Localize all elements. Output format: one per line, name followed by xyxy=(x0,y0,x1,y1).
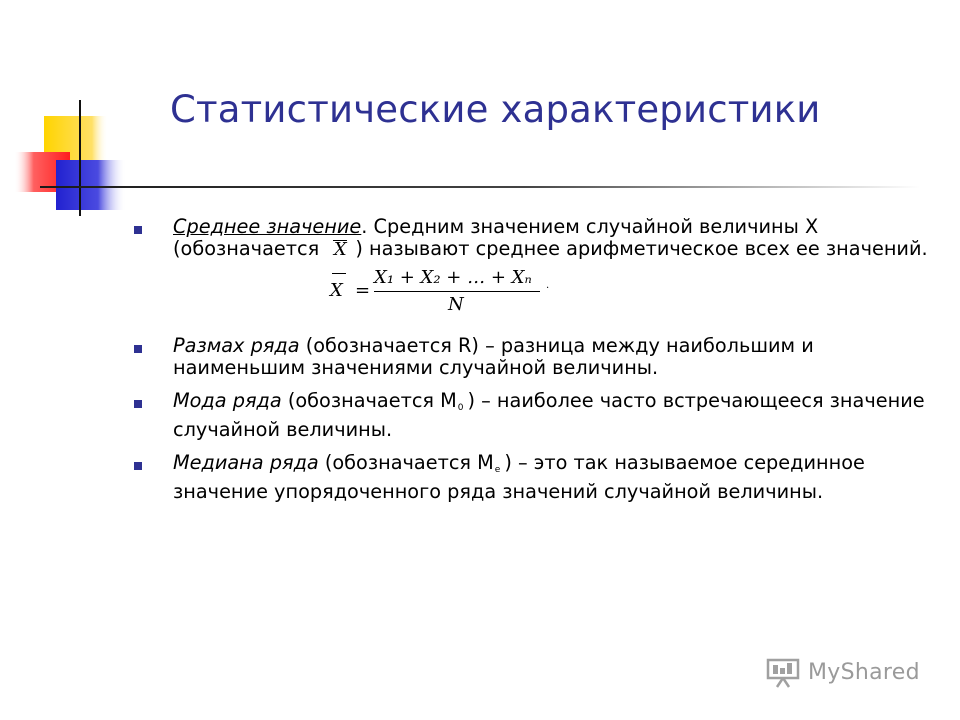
median-text-b: ) – это так называемое серединное значение упорядоченного ряда значений случайной величины. xyxy=(173,451,865,503)
formula-fraction-line xyxy=(374,291,540,292)
median-subscript: e xyxy=(494,465,501,475)
mean-text-a: . Средним значением случайной величины X (обозначается xyxy=(173,215,819,260)
title-divider xyxy=(40,186,920,188)
median-text-a: (обозначается M xyxy=(318,451,494,474)
watermark-text: MyShared xyxy=(808,660,920,685)
bullet-list xyxy=(130,216,930,503)
bullet-median xyxy=(130,452,930,503)
mode-text-a: (обозначается M xyxy=(281,389,457,412)
term-mode: Мода ряда xyxy=(173,389,282,412)
blue-square xyxy=(56,160,126,210)
watermark-logo xyxy=(766,656,926,690)
formula-denominator: N xyxy=(448,294,464,315)
mean-symbol: X xyxy=(325,239,355,261)
bullet-mode xyxy=(130,390,930,441)
formula-bar xyxy=(332,273,346,274)
formula-equals: = xyxy=(355,280,371,301)
presentation-icon xyxy=(766,657,802,689)
term-range: Размах ряда xyxy=(173,334,300,357)
bullet-range xyxy=(130,335,930,379)
term-mean: Среднее значение xyxy=(173,215,362,238)
formula-lhs: X xyxy=(330,280,343,301)
formula-trailing: . xyxy=(546,280,550,291)
formula-numerator: X₁ + X₂ + … + Xₙ xyxy=(374,267,532,288)
mode-subscript: 0 xyxy=(457,403,464,413)
mode-text-b: ) – наиболее часто встречающееся значение случайной величины. xyxy=(173,389,925,441)
mean-formula xyxy=(330,267,930,317)
bullet-mean xyxy=(130,216,930,261)
range-text: (обозначается R) – разница между наибольшим и наименьшим значениями случайной величины. xyxy=(173,334,814,379)
mean-text-b: ) называют среднее арифметическое всех ее значений. xyxy=(355,237,928,260)
slide-title: Статистические характеристики xyxy=(170,88,821,131)
term-median: Медиана ряда xyxy=(173,451,319,474)
